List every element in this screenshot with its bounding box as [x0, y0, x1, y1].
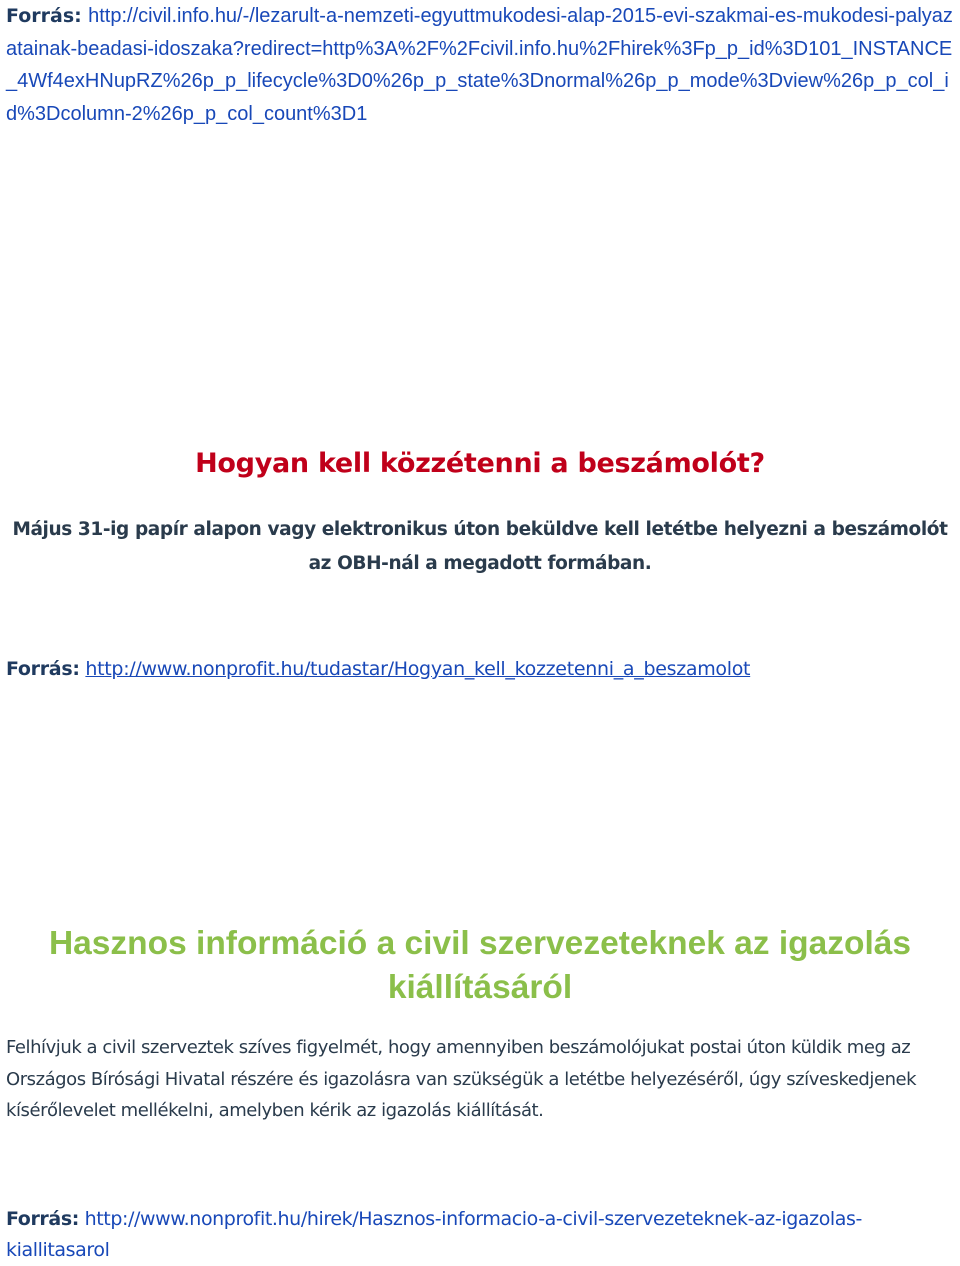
section-body-publish-report: Május 31-ig papír alapon vagy elektronikus úton beküldve kell letétbe helyezni a beszámolót az OBH-nál a megadott formában. [12, 519, 948, 574]
source-label: Forrás: [6, 5, 82, 27]
source-citation-1 [6, 0, 956, 130]
section-heading-certificate-info: Hasznos információ a civil szervezeteknek az igazolás kiállításáról [48, 925, 912, 1006]
section-body-certificate-info: Felhívjuk a civil szerveztek szíves figyelmét, hogy amennyiben beszámolójukat postai úton küldik meg az Országos Bírósági Hivatal részére és igazolásra van szükségük a letétbe helyezéséről, úgy szíveskedjenek kísérőlevelet mellékelni, amelyben kérik az igazolás kiállítását. [6, 1037, 917, 1121]
source-citation-3 [6, 1204, 906, 1266]
source-label: Forrás: [6, 1208, 79, 1230]
source-link-nonprofit-tudastar[interactable]: http://www.nonprofit.hu/tudastar/Hogyan_kell_kozzetenni_a_beszamolot [85, 658, 751, 680]
source-link-civil-info[interactable]: http://civil.info.hu/-/lezarult-a-nemzeti-egyuttmukodesi-alap-2015-evi-szakmai-es-mukodesi-palyazatainak-beadasi-idoszaka?redirect=http%3A%2F%2Fcivil.info.hu%2Fhirek%3Fp_p_id%3D101_INSTANCE_4Wf4exHNupRZ%26p_p_lifecycle%3D0%26p_p_state%3Dnormal%26p_p_mode%3Dview%26p_p_col_id%3Dcolumn-2%26p_p_col_count%3D1 [6, 5, 953, 125]
source-label: Forrás: [6, 658, 80, 680]
section-heading-publish-report: Hogyan kell közzétenni a beszámolót? [195, 448, 765, 479]
source-citation-2 [6, 654, 750, 684]
source-link-nonprofit-hirek[interactable]: http://www.nonprofit.hu/hirek/Hasznos-informacio-a-civil-szervezeteknek-az-igazolas-kiallitasarol [6, 1208, 862, 1261]
